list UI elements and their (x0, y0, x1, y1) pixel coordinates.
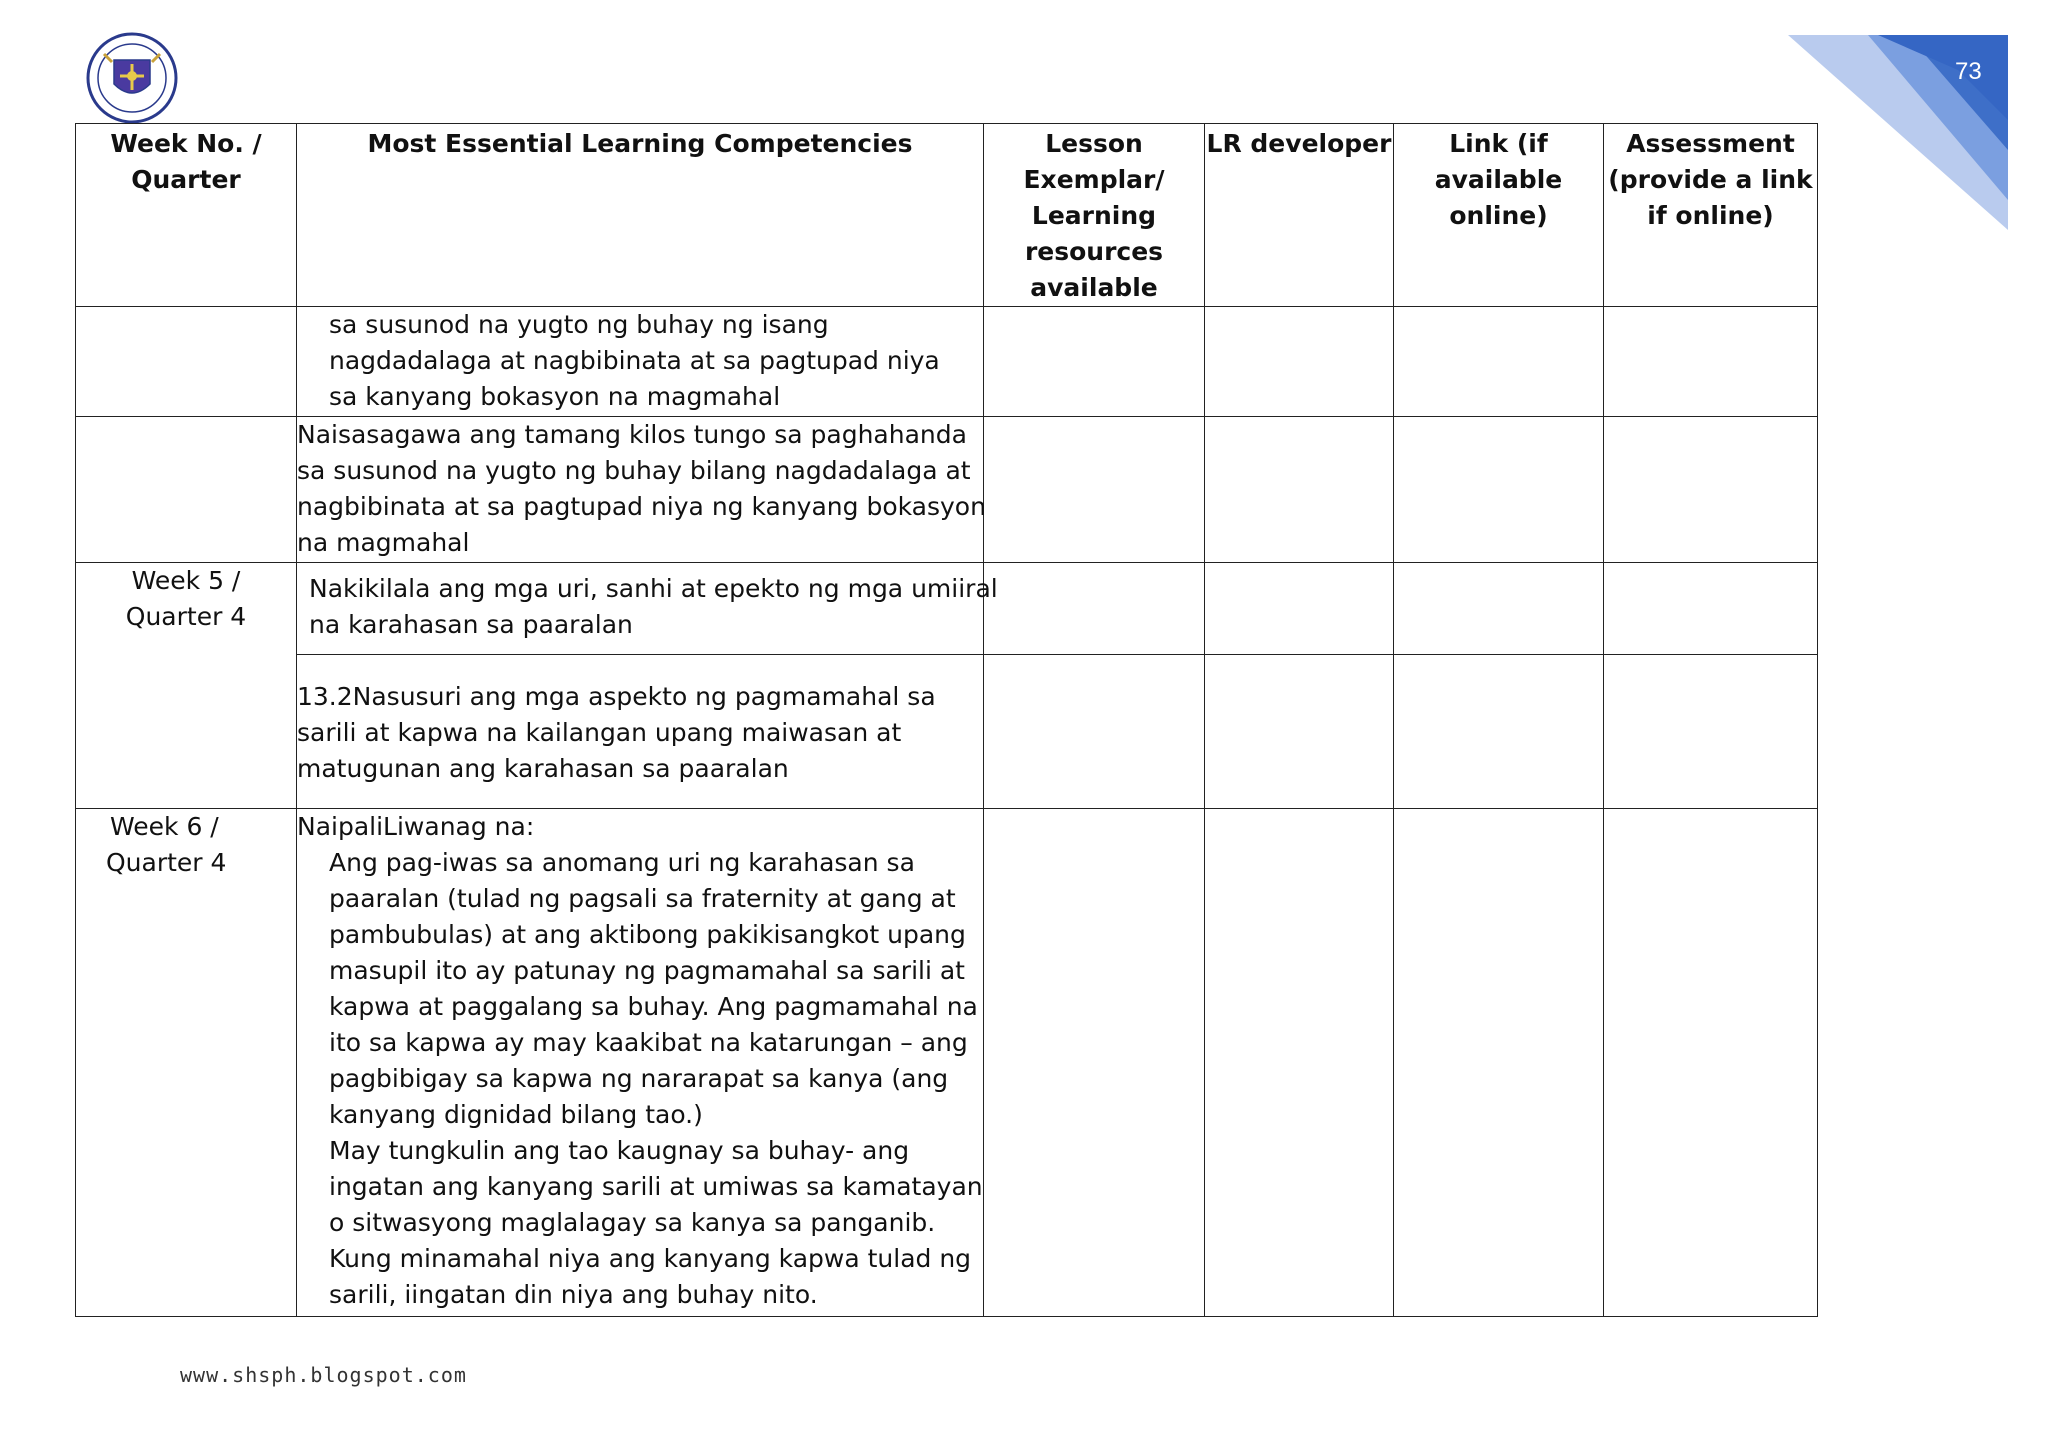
competency-line: 13.2Nasusuri ang mga aspekto ng pagmamahal sa (297, 682, 936, 711)
quarter-label: Quarter 4 (125, 602, 247, 631)
link-cell (1394, 307, 1604, 417)
competency-cell (297, 563, 998, 655)
competency-line: sarili at kapwa na kailangan upang maiwasan at (297, 718, 902, 747)
header-assessment: Assessment (provide a link if online) (1604, 124, 1818, 307)
competency-line: Nakikilala ang mga uri, sanhi at epekto ng mga umiiral (309, 574, 998, 603)
competency-line: sarili, iingatan din niya ang buhay nito. (329, 1280, 818, 1309)
lr-cell (1205, 809, 1394, 1317)
link-cell (1394, 563, 1604, 655)
header-lr-developer: LR developer (1205, 124, 1394, 307)
competency-line: Kung minamahal niya ang kanyang kapwa tulad ng (329, 1244, 972, 1273)
competency-line: ito sa kapwa ay may kaakibat na katarungan – ang (329, 1028, 968, 1057)
link-cell (1394, 809, 1604, 1317)
table-row (76, 809, 1818, 1317)
competency-cell (297, 809, 984, 1317)
assessment-cell (1604, 563, 1818, 655)
competency-line: Ang pag-iwas sa anomang uri ng karahasan sa (329, 848, 915, 877)
lr-cell (1205, 655, 1394, 809)
lesson-cell (984, 809, 1205, 1317)
link-cell (1394, 655, 1604, 809)
header-link: Link (if available online) (1394, 124, 1604, 307)
lesson-cell (984, 655, 1205, 809)
header-lesson: Lesson Exemplar/ Learning resources available (984, 124, 1205, 307)
competency-line: sa susunod na yugto ng buhay ng isang (329, 310, 829, 339)
competency-line: paaralan (tulad ng pagsali sa fraternity at gang at (329, 884, 956, 913)
week-label: Week 5 / (131, 566, 241, 595)
melc-table (75, 123, 1818, 1317)
week-cell (76, 809, 297, 1317)
lr-cell (1205, 307, 1394, 417)
lesson-cell (984, 417, 1205, 563)
table-header-row (76, 124, 1818, 307)
competency-line: masupil ito ay patunay ng pagmamahal sa sarili at (329, 956, 965, 985)
assessment-cell (1604, 417, 1818, 563)
lr-cell (1205, 563, 1394, 655)
competency-line: pambubulas) at ang aktibong pakikisangkot upang (329, 920, 966, 949)
competency-line: May tungkulin ang tao kaugnay sa buhay- ang (329, 1136, 910, 1165)
competency-intro: NaipaliLiwanag na: (297, 812, 535, 841)
table-row (76, 563, 1818, 655)
assessment-cell (1604, 307, 1818, 417)
quarter-label: Quarter 4 (106, 848, 227, 877)
page-number: 73 (1955, 58, 1982, 85)
table-row (76, 307, 1818, 417)
lr-cell (1205, 417, 1394, 563)
assessment-cell (1604, 655, 1818, 809)
lesson-cell (984, 563, 1205, 655)
competency-line: sa susunod na yugto ng buhay bilang nagdadalaga at (297, 456, 971, 485)
deped-seal-logo (86, 32, 178, 124)
competency-line: Naisasagawa ang tamang kilos tungo sa paghahanda (297, 420, 967, 449)
competency-line: o sitwasyong maglalagay sa kanya sa panganib. (329, 1208, 936, 1237)
competency-line: sa kanyang bokasyon na magmahal (329, 382, 781, 411)
week-cell (76, 307, 297, 417)
competency-cell (297, 417, 984, 563)
assessment-cell (1604, 809, 1818, 1317)
week-cell (76, 563, 297, 809)
link-cell (1394, 417, 1604, 563)
competency-line: kapwa at paggalang sa buhay. Ang pagmamahal na (329, 992, 978, 1021)
competency-line: ingatan ang kanyang sarili at umiwas sa kamatayan (329, 1172, 983, 1201)
lesson-cell (984, 307, 1205, 417)
week-cell (76, 417, 297, 563)
competency-cell (297, 655, 984, 809)
table-row (76, 417, 1818, 563)
competency-line: nagbibinata at sa pagtupad niya ng kanyang bokasyon (297, 492, 986, 521)
competency-line: na karahasan sa paaralan (309, 610, 633, 639)
footer-url: www.shsph.blogspot.com (180, 1363, 467, 1387)
week-label: Week 6 / (110, 812, 219, 841)
competency-cell (297, 307, 984, 417)
header-week: Week No. / Quarter (76, 124, 297, 307)
competency-line: na magmahal (297, 528, 470, 557)
competency-line: matugunan ang karahasan sa paaralan (297, 754, 789, 783)
header-competencies: Most Essential Learning Competencies (297, 124, 984, 307)
table-row (76, 655, 1818, 809)
competency-line: nagdadalaga at nagbibinata at sa pagtupad niya (329, 346, 940, 375)
competency-line: kanyang dignidad bilang tao.) (329, 1100, 703, 1129)
competency-line: pagbibigay sa kapwa ng nararapat sa kanya (ang (329, 1064, 949, 1093)
